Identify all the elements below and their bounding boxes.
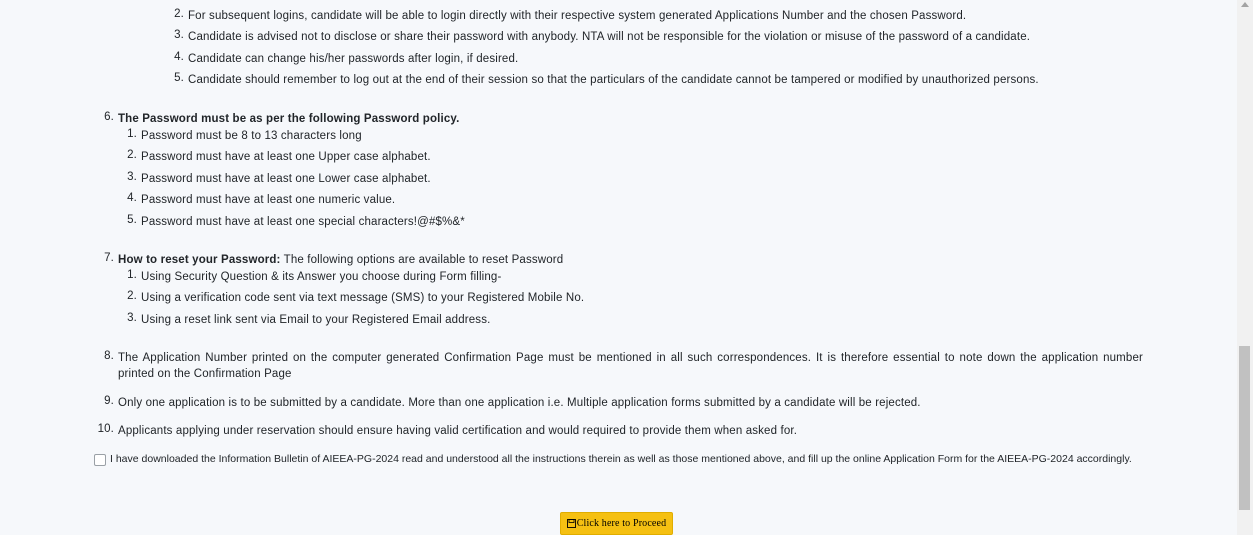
consent-label[interactable]: I have downloaded the Information Bulletin of AIEEA-PG-2024 read and understood all the instructions therein as well as those mentioned above, and fill up the online Application Form for the AIEEA-PG-2024 accordingly. bbox=[110, 453, 1132, 465]
list-number: 3. bbox=[127, 312, 137, 324]
list-item: Using a verification code sent via text message (SMS) to your Registered Mobile No. bbox=[141, 292, 585, 304]
list-number: 6. bbox=[104, 111, 114, 123]
list-item: Using a reset link sent via Email to your Registered Email address. bbox=[141, 314, 491, 326]
list-number: 2. bbox=[174, 8, 184, 20]
list-item: Password must be 8 to 13 characters long bbox=[141, 130, 362, 142]
list-number: 4. bbox=[174, 51, 184, 63]
save-icon bbox=[567, 519, 576, 528]
list-item: Using Security Question & its Answer you choose during Form filling- bbox=[141, 271, 502, 283]
heading-text: How to reset your Password: bbox=[118, 254, 281, 266]
list-item: Password must have at least one Lower case alphabet. bbox=[141, 173, 431, 185]
list-number: 7. bbox=[104, 252, 114, 264]
scrollbar-thumb[interactable] bbox=[1239, 346, 1250, 510]
list-item: The Application Number printed on the computer generated Confirmation Page must be mentioned in all such correspondences. It is therefore essential to note down the application number bbox=[118, 352, 1143, 364]
list-number: 5. bbox=[174, 72, 184, 84]
list-item: Password must have at least one numeric value. bbox=[141, 194, 396, 206]
proceed-button[interactable] bbox=[560, 512, 673, 535]
consent-checkbox[interactable] bbox=[94, 454, 106, 466]
list-item: Candidate can change his/her passwords after login, if desired. bbox=[188, 53, 519, 65]
heading-text: The Password must be as per the following Password policy. bbox=[118, 113, 460, 125]
vertical-scrollbar[interactable] bbox=[1237, 0, 1253, 535]
list-item: Password must have at least one special characters!@#$%&* bbox=[141, 216, 465, 228]
list-number: 2. bbox=[127, 149, 137, 161]
scroll-up-arrow-icon[interactable] bbox=[1241, 2, 1249, 7]
list-number: 1. bbox=[127, 269, 137, 281]
list-number: 2. bbox=[127, 290, 137, 302]
list-item: Only one application is to be submitted by a candidate. More than one application i.e. Multiple application forms submitted by a candidate will be rejected. bbox=[118, 397, 921, 409]
password-policy-heading bbox=[118, 111, 459, 127]
proceed-label: Click here to Proceed bbox=[576, 518, 667, 529]
list-item: Password must have at least one Upper case alphabet. bbox=[141, 151, 431, 163]
list-number: 3. bbox=[174, 29, 184, 41]
reset-password-heading bbox=[118, 252, 563, 268]
list-number: 3. bbox=[127, 171, 137, 183]
list-item: Candidate should remember to log out at the end of their session so that the particulars of the candidate cannot be tampered or modified by unauthorized persons. bbox=[188, 74, 1039, 86]
list-number: 4. bbox=[127, 192, 137, 204]
list-item-continued: printed on the Confirmation Page bbox=[118, 368, 292, 380]
list-item: Candidate is advised not to disclose or share their password with anybody. NTA will not be responsible for the violation or misuse of the password of a candidate. bbox=[188, 31, 1031, 43]
heading-rest: The following options are available to reset Password bbox=[280, 254, 564, 266]
list-number: 1. bbox=[127, 128, 137, 140]
list-item: For subsequent logins, candidate will be able to login directly with their respective system generated Applications Number and the chosen Password. bbox=[188, 10, 967, 22]
list-number: 10. bbox=[97, 423, 114, 435]
list-number: 8. bbox=[104, 350, 114, 362]
list-item: Applicants applying under reservation should ensure having valid certification and would required to provide them when asked for. bbox=[118, 425, 798, 437]
list-number: 9. bbox=[104, 395, 114, 407]
list-number: 5. bbox=[127, 214, 137, 226]
